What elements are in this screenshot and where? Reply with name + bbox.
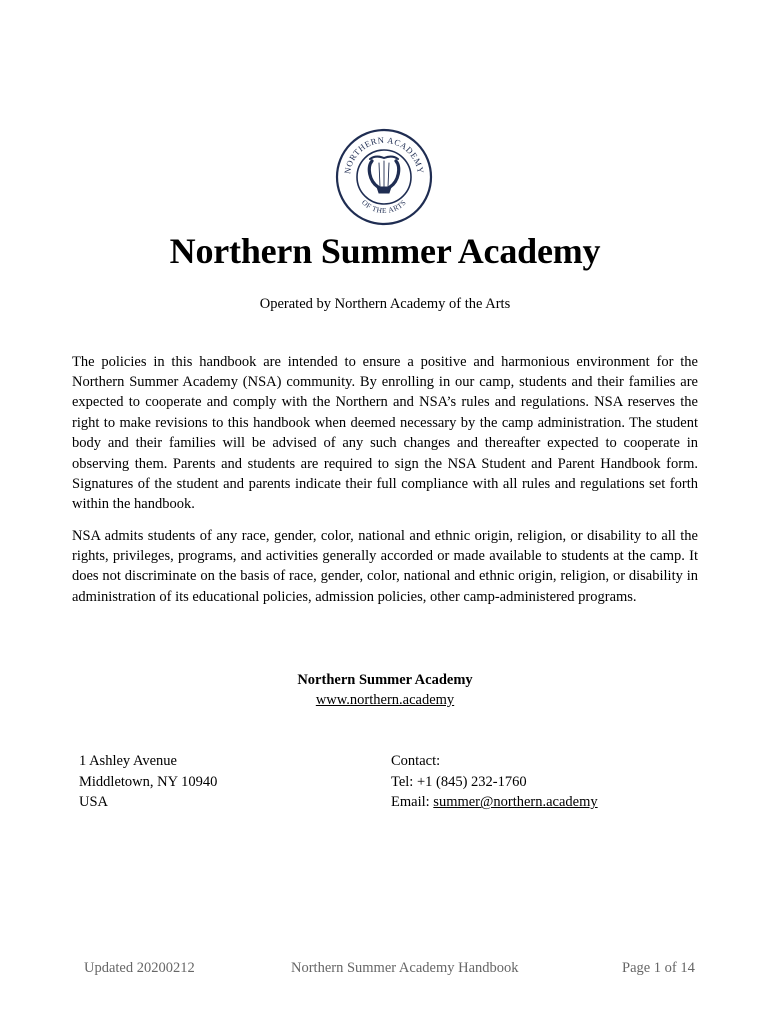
website-link[interactable]: www.northern.academy [315,692,455,708]
contact-email-label: Email: [391,794,434,811]
contact-email-line [391,792,598,813]
seal-top-text: NORTHERN ACADEMY [342,134,426,175]
document-title: Northern Summer Academy [169,231,601,271]
footer-document-name: Northern Summer Academy Handbook [291,960,519,976]
academy-seal [334,127,434,227]
contact-label: Contact: [391,753,441,769]
contact-tel: Tel: +1 (845) 232-1760 [391,773,527,790]
address-country: USA [79,794,109,811]
document-subtitle: Operated by Northern Academy of the Arts [259,296,511,312]
address-street: 1 Ashley Avenue [79,753,177,769]
organization-name: Northern Summer Academy [297,672,473,688]
address-block [79,751,217,813]
nondiscrimination-paragraph: NSA admits students of any race, gender, color, national and ethnic origin, religion, or disability to all the rights, privileges, programs, and activities generally accorded or made available to students at the camp. It does not discriminate on the basis of race, gender, color, national and ethnic origin, religion, or disability in administration of its educational policies, admission policies, other camp-administered programs. [72,527,698,605]
footer-page-number: Page 1 of 14 [622,960,695,976]
lyre-icon [369,157,398,193]
svg-text:OF THE ARTS [360,198,408,215]
contact-block [391,751,598,813]
contact-email-link[interactable]: summer@northern.academy [433,794,598,811]
address-city: Middletown, NY 10940 [79,773,218,790]
website-line [0,692,770,709]
seal-bottom-text: OF THE ARTS [359,197,409,216]
footer-updated: Updated 20200212 [84,960,195,976]
policy-paragraph: The policies in this handbook are intended to ensure a positive and harmonious environment for the Northern Summer Academy (NSA) community. By enrolling in our camp, students and their families are expected to cooperate and comply with the Northern and NSA’s rules and regulations. NSA reserves the right to make revisions to this handbook when deemed necessary by the camp administration. The student body and their families will be advised of any such changes and thereafter expected to cooperate in observing them. Parents and students are required to sign the NSA Student and Parent Handbook form. Signatures of the student and parents indicate their full compliance with all rules and regulations set forth within the handbook. [72,353,698,513]
